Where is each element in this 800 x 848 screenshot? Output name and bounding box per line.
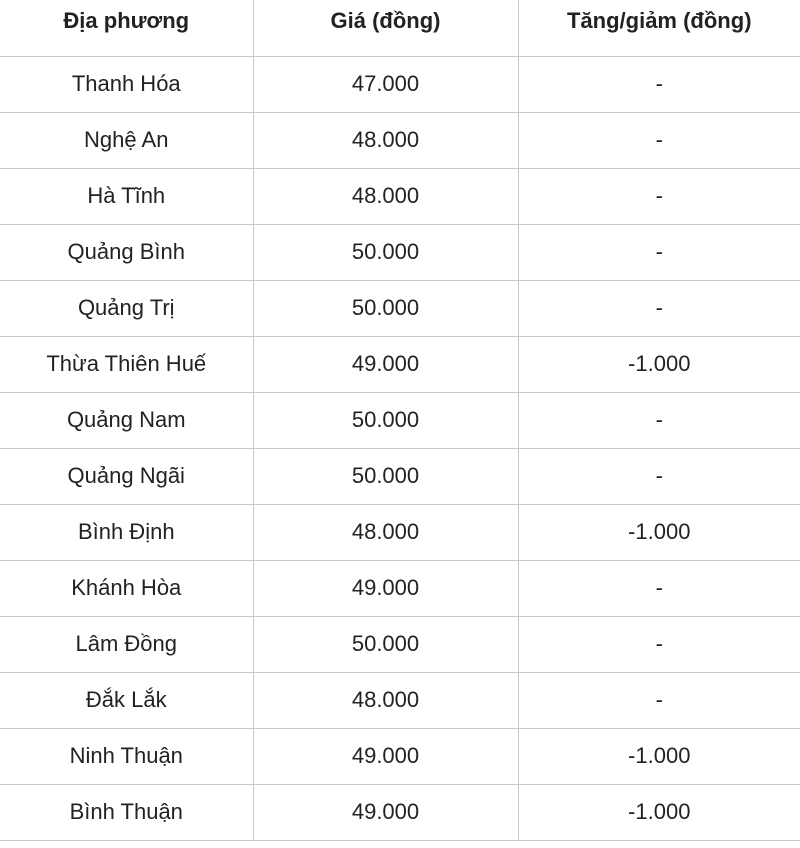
cell-price: 47.000 <box>253 56 518 112</box>
cell-price: 48.000 <box>253 672 518 728</box>
cell-change: - <box>518 448 800 504</box>
cell-change: - <box>518 560 800 616</box>
cell-price: 49.000 <box>253 728 518 784</box>
cell-change: - <box>518 280 800 336</box>
cell-price: 50.000 <box>253 448 518 504</box>
cell-price: 49.000 <box>253 560 518 616</box>
column-header-price: Giá (đồng) <box>253 0 518 56</box>
table-row <box>0 728 800 784</box>
cell-price: 49.000 <box>253 336 518 392</box>
cell-locality: Hà Tĩnh <box>0 168 253 224</box>
cell-price: 48.000 <box>253 168 518 224</box>
cell-price: 49.000 <box>253 784 518 840</box>
table-row <box>0 280 800 336</box>
table-row <box>0 784 800 840</box>
cell-price: 50.000 <box>253 392 518 448</box>
cell-locality: Quảng Trị <box>0 280 253 336</box>
cell-locality: Quảng Ngãi <box>0 448 253 504</box>
cell-change: - <box>518 392 800 448</box>
cell-change: -1.000 <box>518 504 800 560</box>
cell-change: -1.000 <box>518 784 800 840</box>
cell-price: 48.000 <box>253 112 518 168</box>
table-row <box>0 448 800 504</box>
table-row <box>0 616 800 672</box>
table-row <box>0 112 800 168</box>
cell-price: 50.000 <box>253 224 518 280</box>
table-row <box>0 56 800 112</box>
table-row <box>0 224 800 280</box>
table-header-row <box>0 0 800 56</box>
cell-price: 50.000 <box>253 280 518 336</box>
cell-locality: Khánh Hòa <box>0 560 253 616</box>
cell-price: 50.000 <box>253 616 518 672</box>
cell-locality: Quảng Bình <box>0 224 253 280</box>
cell-locality: Quảng Nam <box>0 392 253 448</box>
cell-locality: Thừa Thiên Huế <box>0 336 253 392</box>
column-header-change: Tăng/giảm (đồng) <box>518 0 800 56</box>
table-row <box>0 168 800 224</box>
table-row <box>0 336 800 392</box>
cell-change: -1.000 <box>518 728 800 784</box>
cell-locality: Thanh Hóa <box>0 56 253 112</box>
cell-locality: Nghệ An <box>0 112 253 168</box>
cell-locality: Bình Định <box>0 504 253 560</box>
cell-price: 48.000 <box>253 504 518 560</box>
column-header-locality: Địa phương <box>0 0 253 56</box>
cell-locality: Ninh Thuận <box>0 728 253 784</box>
table-row <box>0 672 800 728</box>
cell-locality: Đắk Lắk <box>0 672 253 728</box>
cell-change: - <box>518 112 800 168</box>
cell-locality: Bình Thuận <box>0 784 253 840</box>
table-row <box>0 392 800 448</box>
cell-change: - <box>518 168 800 224</box>
cell-change: - <box>518 224 800 280</box>
cell-change: - <box>518 672 800 728</box>
cell-change: - <box>518 616 800 672</box>
cell-change: -1.000 <box>518 336 800 392</box>
table-row <box>0 504 800 560</box>
table-row <box>0 560 800 616</box>
cell-locality: Lâm Đồng <box>0 616 253 672</box>
cell-change: - <box>518 56 800 112</box>
